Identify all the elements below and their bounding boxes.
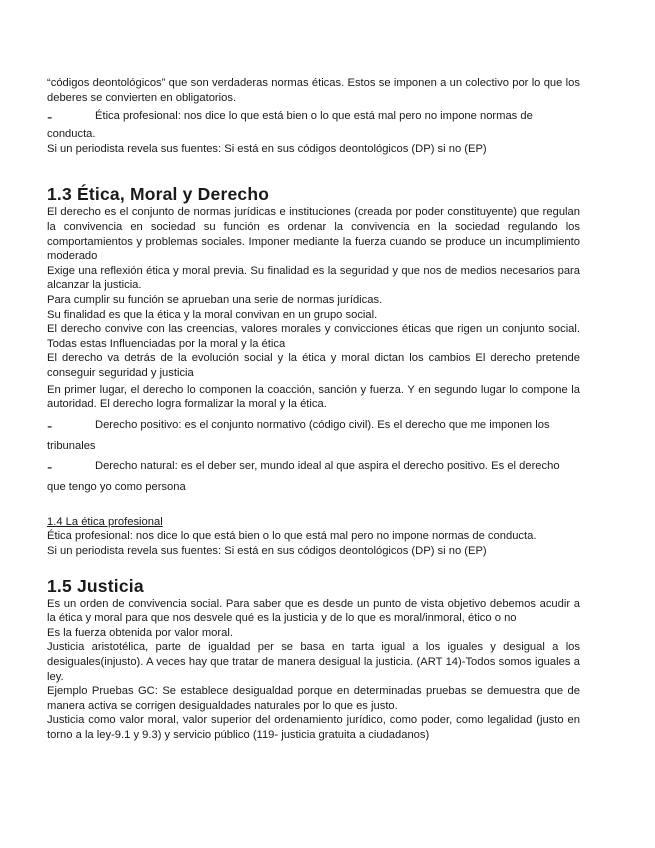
bullet-dash: -: [47, 109, 53, 127]
section-heading-1-5: 1.5 Justicia: [47, 575, 144, 596]
intro-paragraph-1: “códigos deontológicos” que son verdaderas normas éticas. Estos se imponen a un colectivo por lo que los deberes se convierten en obligatorios.: [47, 77, 580, 104]
bullet-text: Derecho positivo: es el conjunto normativo (código civil). Es el derecho que me imponen los: [95, 418, 550, 431]
bullet-text: Ética profesional: nos dice lo que está bien o lo que está mal pero no impone normas de: [95, 110, 533, 123]
section-heading-1-3: 1.3 Ética, Moral y Derecho: [47, 184, 270, 205]
section15-paragraph-2: Es la fuerza obtenida por valor moral.: [47, 626, 233, 639]
intro-bullet-1-continuation: conducta.: [47, 128, 96, 141]
section13-bullet-2-continuation: que tengo yo como persona: [47, 481, 186, 494]
section13-paragraph-7: En primer lugar, el derecho lo componen la coacción, sanción y fuerza. Y en segundo lugar lo compone la autoridad. El derecho logra formalizar la moral y la ética.: [47, 383, 580, 411]
bullet-text: Derecho natural: es el deber ser, mundo ideal al que aspira el derecho positivo. Es el derecho: [95, 460, 560, 473]
section13-bullet-1: [47, 418, 580, 436]
bullet-dash: -: [47, 459, 53, 477]
section-heading-1-4: 1.4 La ética profesional: [47, 515, 163, 528]
section15-paragraph-1: Es un orden de convivencia social. Para saber que es desde un punto de vista objetivo debemos acudir a la ética y moral para que nos desvele qué es la justicia y de lo que es moral/inmoral, ético o no: [47, 597, 580, 625]
section13-paragraph-3: Para cumplir su función se aprueban una serie de normas jurídicas.: [47, 293, 383, 306]
section15-paragraph-5: Justicia como valor moral, valor superior del ordenamiento jurídico, como poder, como legalidad (justo en torno a la ley-9.1 y 9.3) y servicio público (119- justicia gratuita a ciudadanos): [47, 714, 580, 741]
section15-paragraph-3: Justicia aristotélica, parte de igualdad per se basa en tarta igual a los iguales y desigual a los desiguales(injusto). A veces hay que tratar de manera desigual la justicia. (ART 14)-Todos somos iguales a ley.: [47, 641, 580, 683]
section13-paragraph-4: Su finalidad es que la ética y la moral convivan en un grupo social.: [47, 308, 378, 321]
section13-paragraph-5: El derecho convive con las creencias, valores morales y convicciones éticas que rigen un conjunto social. Todas estas Influenciadas por la moral y la ética: [47, 323, 580, 350]
section15-paragraph-4: Ejemplo Pruebas GC: Se establece desigualdad porque en determinadas pruebas se demuestra que de manera activa se corrigen desigualdades naturales por lo que es justo.: [47, 685, 580, 712]
section13-paragraph-6: El derecho va detrás de la evolución social y la ética y moral dictan los cambios El derecho pretende conseguir seguridad y justicia: [47, 352, 580, 379]
intro-bullet-1: [47, 109, 580, 127]
document-page: [47, 76, 580, 743]
section13-paragraph-2: Exige una reflexión ética y moral previa. Su finalidad es la seguridad y que nos de medios necesarios para alcanzar la justicia.: [47, 264, 580, 292]
intro-paragraph-2: Si un periodista revela sus fuentes: Si está en sus códigos deontológicos (DP) si no (EP): [47, 142, 487, 155]
section13-bullet-1-continuation: tribunales: [47, 439, 96, 452]
bullet-dash: -: [47, 417, 53, 435]
section14-paragraph-1: Ética profesional: nos dice lo que está bien o lo que está mal pero no impone normas de conducta.: [47, 530, 537, 543]
section13-paragraph-1: El derecho es el conjunto de normas jurídicas e instituciones (creada por poder constituyente) que regulan la convivencia en sociedad su función es ordenar la convivencia en la sociedad regulando los comportamientos y problemas sociales. Imponer mediante la fuerza cuando se produce un incumplimiento moderado: [47, 206, 580, 263]
section13-bullet-2: [47, 459, 580, 477]
section14-paragraph-2: Si un periodista revela sus fuentes: Si está en sus códigos deontológicos (DP) si no (EP): [47, 545, 487, 558]
